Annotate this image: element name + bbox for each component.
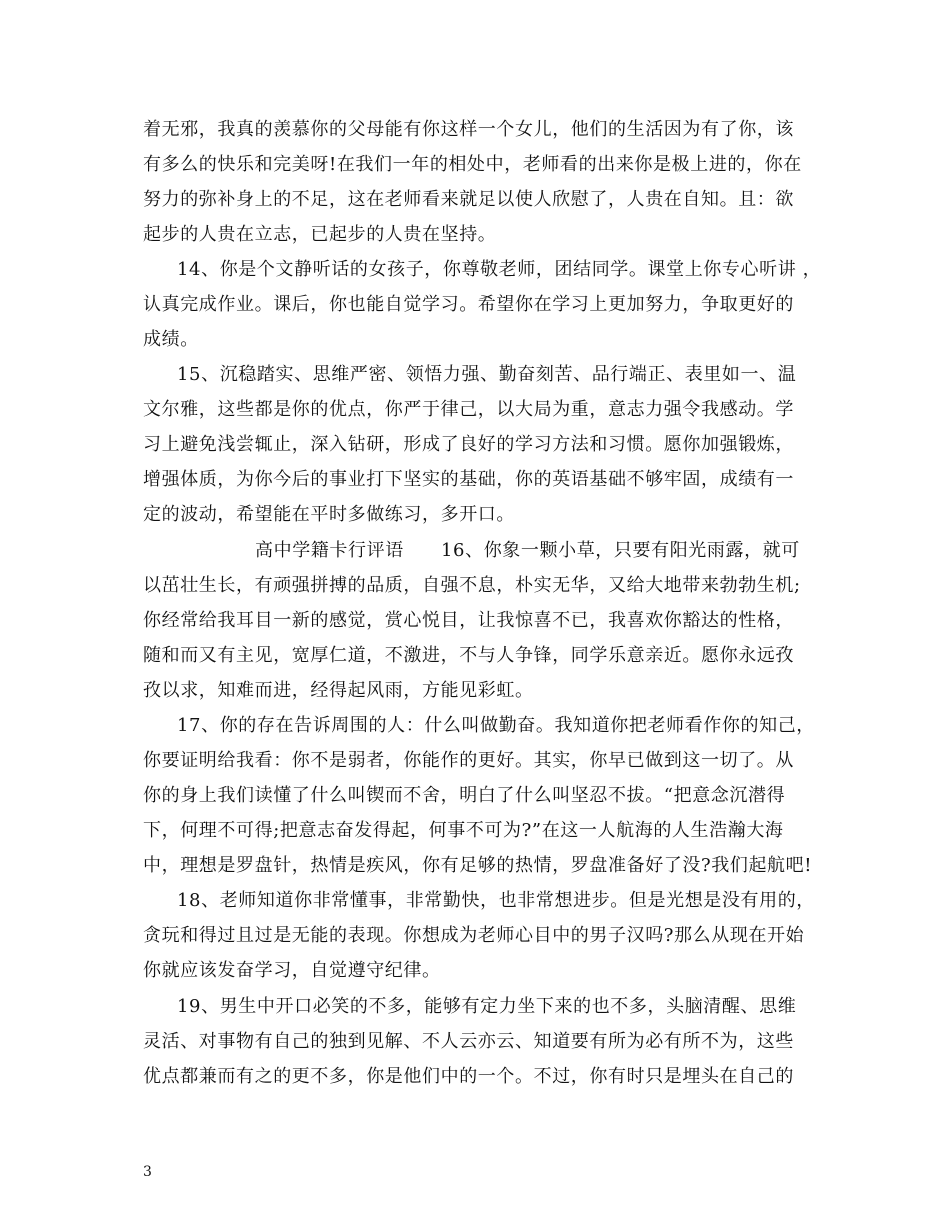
text-line: 你的身上我们读懂了什么叫锲而不舍，明白了什么叫坚忍不拔。“把意念沉潜得: [143, 785, 786, 806]
text-line: 你经常给我耳目一新的感觉，赏心悦目，让我惊喜不已，我喜欢你豁达的性格，: [143, 610, 794, 631]
paragraph-16-start: 高中学籍卡行评语 16、你象一颗小草，只要有阳光雨露，就可: [255, 540, 800, 561]
text-line: 文尔雅，这些都是你的优点，你严于律己，以大局为重，意志力强令我感动。学: [143, 399, 794, 420]
text-line: 认真完成作业。课后，你也能自觉学习。希望你在学习上更加努力，争取更好的: [143, 294, 794, 315]
text-line: 你要证明给我看：你不是弱者，你能作的更好。其实，你早已做到这一切了。从: [143, 750, 794, 771]
paragraph-14-start: 14、你是个文静听话的女孩子，你尊敬老师，团结同学。课堂上你专心听讲 ，: [177, 259, 822, 280]
text-line: 努力的弥补身上的不足，这在老师看来就足以使人欣慰了，人贵在自知。且：欲: [143, 189, 794, 210]
paragraph-17-start: 17、你的存在告诉周围的人：什么叫做勤奋。我知道你把老师看作你的知己，: [177, 715, 815, 736]
text-line: 着无邪，我真的羡慕你的父母能有你这样一个女儿，他们的生活因为有了你，该: [143, 119, 794, 140]
text-line: 你就应该发奋学习，自觉遵守纪律。: [143, 960, 441, 981]
paragraph-18-start: 18、老师知道你非常懂事，非常勤快，也非常想进步。但是光想是没有用的，: [177, 890, 815, 911]
page-number: 3: [143, 1164, 152, 1180]
paragraph-19-start: 19、男生中开口必笑的不多，能够有定力坐下来的也不多，头脑清醒、思维: [177, 996, 797, 1017]
text-line: 定的波动，希望能在平时多做练习，多开口。: [143, 504, 515, 525]
text-line: 下，何理不可得;把意志奋发得起，何事不可为?”在这一人航海的人生浩瀚大海: [143, 820, 784, 841]
paragraph-15-start: 15、沉稳踏实、思维严密、领悟力强、勤奋刻苦、品行端正、表里如一、温: [177, 364, 797, 385]
text-line: 贪玩和得过且过是无能的表现。你想成为老师心目中的男子汉吗?那么从现在开始: [143, 925, 805, 946]
text-line: 有多么的快乐和完美呀!在我们一年的相处中，老师看的出来你是极上进的，你在: [143, 154, 802, 175]
text-line: 习上避免浅尝辄止，深入钻研，形成了良好的学习方法和习惯。愿你加强锻炼，: [143, 434, 794, 455]
text-line: 中，理想是罗盘针，热情是疾风，你有足够的热情，罗盘准备好了没?我们起航吧!: [143, 855, 813, 876]
text-line: 随和而又有主见，宽厚仁道，不激进，不与人争锋，同学乐意亲近。愿你永远孜: [143, 645, 794, 666]
text-line: 起步的人贵在立志，已起步的人贵在坚持。: [143, 224, 497, 245]
text-line: 孜以求，知难而进，经得起风雨，方能见彩虹。: [143, 680, 534, 701]
text-line: 优点都兼而有之的更不多，你是他们中的一个。不过，你有时只是埋头在自己的: [143, 1066, 794, 1087]
text-line: 成绩。: [143, 329, 199, 350]
text-line: 增强体质，为你今后的事业打下坚实的基础，你的英语基础不够牢固，成绩有一: [143, 469, 794, 490]
text-line: 以茁壮生长，有顽强拼搏的品质，自强不息，朴实无华，又给大地带来勃勃生机;: [143, 575, 801, 596]
text-line: 灵活、对事物有自己的独到见解、不人云亦云、知道要有所为必有所不为，这些: [143, 1031, 794, 1052]
